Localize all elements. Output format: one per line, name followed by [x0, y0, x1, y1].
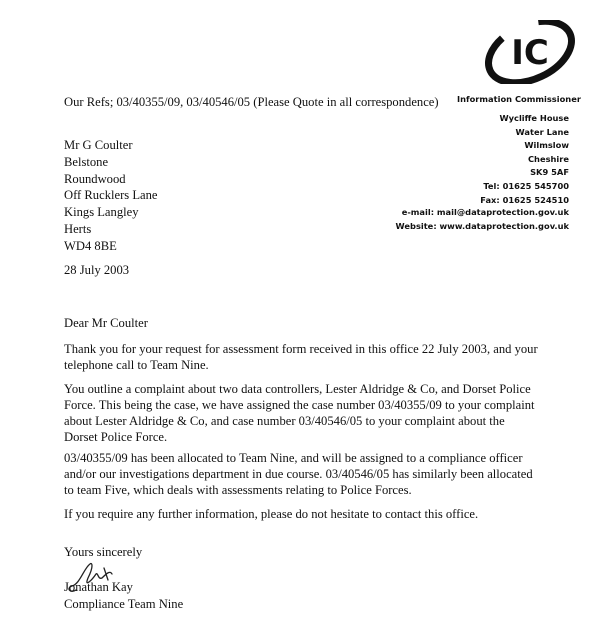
- body-paragraph: [64, 341, 544, 373]
- recipient-line: Belstone: [64, 154, 109, 169]
- paragraph-line: You outline a complaint about two data controllers, Lester Aldridge & Co, and Dorset Police: [64, 382, 531, 396]
- body-paragraph: [64, 450, 544, 498]
- body-paragraph: [64, 381, 544, 445]
- recipient-line: WD4 8BE: [64, 238, 117, 253]
- recipient-line: Mr G Coulter: [64, 138, 133, 152]
- sender-website: Website: www.dataprotection.gov.uk: [395, 220, 569, 231]
- sender-name: Information Commissioner: [457, 94, 581, 104]
- paragraph-line: telephone call to Team Nine.: [64, 358, 209, 372]
- recipient-line: Herts: [64, 221, 92, 236]
- recipient-line: Roundwood: [64, 171, 126, 186]
- paragraph-line: Thank you for your request for assessment form received in this office 22 July 2003, and your: [64, 342, 538, 356]
- closing: Yours sincerely: [64, 545, 143, 559]
- svg-text:IC: IC: [511, 33, 549, 73]
- sender-tel: Tel: 01625 545700: [483, 180, 569, 191]
- paragraph-line: If you require any further information, please do not hesitate to contact this office.: [64, 507, 479, 521]
- signer-name: Jonathan Kay: [64, 580, 133, 594]
- sender-address-line: Cheshire: [527, 153, 569, 164]
- sender-address-line: Water Lane: [515, 126, 569, 137]
- paragraph-line: Force. This being the case, we have assigned the case number 03/40355/09 to your complaint: [64, 398, 535, 412]
- sender-email: e-mail: mail@dataprotection.gov.uk: [401, 207, 569, 217]
- salutation: Dear Mr Coulter: [64, 316, 148, 330]
- paragraph-line: and/or our investigations department in due course. 03/40546/05 has similarly been allocated: [64, 467, 533, 481]
- sender-fax: Fax: 01625 524510: [480, 194, 569, 205]
- signer-title: Compliance Team Nine: [64, 596, 184, 611]
- sender-address: [480, 112, 569, 207]
- recipient-line: Off Rucklers Lane: [64, 188, 158, 203]
- letter-date: 28 July 2003: [64, 263, 130, 277]
- recipient-address: [64, 137, 158, 255]
- sender-address-line: Wycliffe House: [499, 113, 569, 123]
- signer-block: [64, 579, 183, 612]
- paragraph-line: about Lester Aldridge & Co, and case number 03/40546/05 to your complaint about the: [64, 414, 505, 428]
- paragraph-line: Dorset Police Force.: [64, 430, 168, 444]
- sender-contact: [396, 206, 569, 233]
- sender-address-line: Wilmslow: [524, 140, 569, 151]
- paragraph-line: 03/40355/09 has been allocated to Team Nine, and will be assigned to a compliance officer: [64, 451, 523, 465]
- recipient-line: Kings Langley: [64, 205, 139, 220]
- our-references: Our Refs; 03/40355/09, 03/40546/05 (Please Quote in all correspondence): [64, 95, 439, 109]
- body-paragraph: [64, 506, 544, 522]
- paragraph-line: to team Five, which deals with assessments relating to Police Forces.: [64, 483, 412, 497]
- ic-logo: [480, 20, 580, 84]
- sender-address-line: SK9 5AF: [530, 167, 569, 178]
